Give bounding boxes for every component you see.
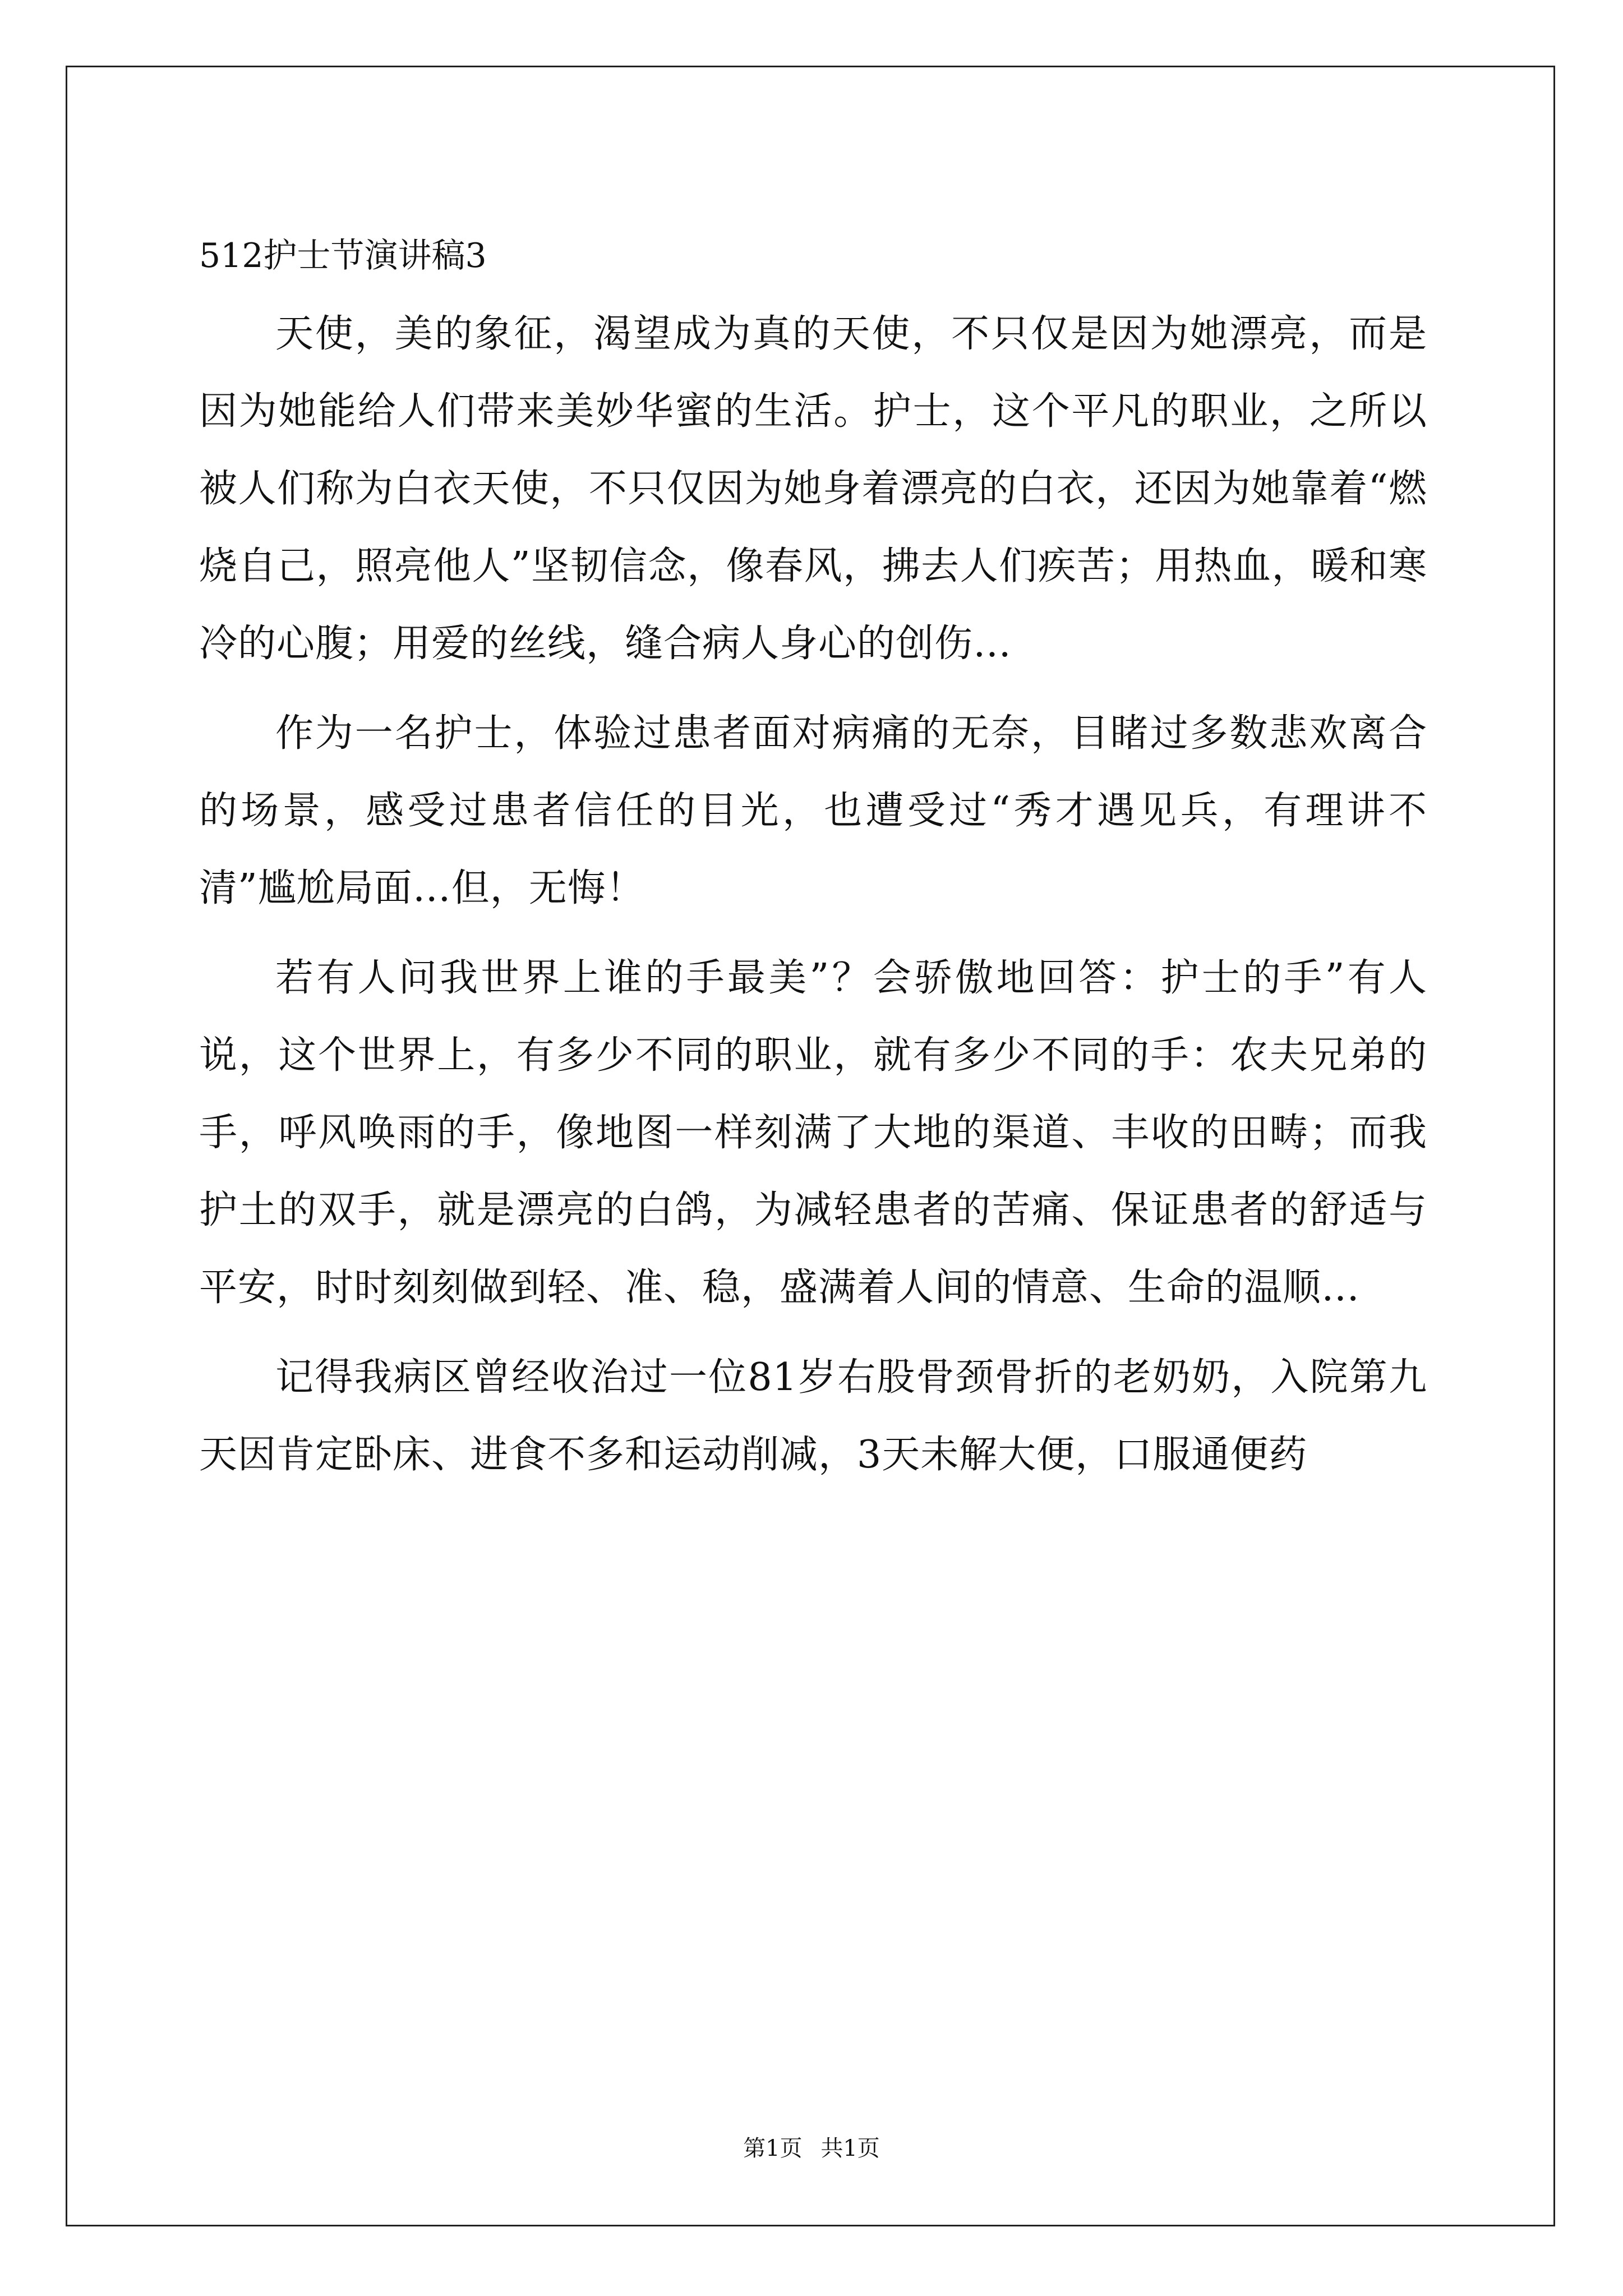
paragraph-4: 记得我病区曾经收治过一位81岁右股骨颈骨折的老奶奶，入院第九天因肯定卧床、进食不多和运动削减，3天未解大便，口服通便药 [199, 1355, 1427, 1477]
page-number-current: 第1页 [743, 2136, 803, 2161]
page-footer [0, 2132, 1623, 2165]
page-number-total: 共1页 [820, 2136, 880, 2161]
document-body [199, 222, 1427, 1494]
paragraph-3: 若有人问我世界上谁的手最美”？会骄傲地回答：护士的手”有人说，这个世界上，有多少不同的职业，就有多少不同的手：农夫兄弟的手，呼风唤雨的手，像地图一样刻满了大地的渠道、丰收的田畴；而我护土的双手，就是漂亮的白鸽，为减轻患者的苦痛、保证患者的舒适与平安，时时刻刻做到轻、准、稳，盛满着人间的情意、生命的温顺… [199, 956, 1427, 1310]
paragraph-1: 天使，美的象征，渴望成为真的天使，不只仅是因为她漂亮，而是因为她能给人们带来美妙华蜜的生活。护士，这个平凡的职业，之所以被人们称为白衣天使，不只仅因为她身着漂亮的白衣，还因为她靠着“燃烧自己，照亮他人”坚韧信念，像春风，拂去人们疾苦；用热血，暖和寒冷的心腹；用爱的丝线，缝合病人身心的创伤… [199, 312, 1427, 666]
document-title: 512护士节演讲稿3 [199, 236, 487, 275]
paragraph-2: 作为一名护士，体验过患者面对病痛的无奈，目睹过多数悲欢离合的场景，感受过患者信任的目光，也遭受过“秀才遇见兵，有理讲不清”尴尬局面…但，无悔！ [199, 711, 1427, 910]
